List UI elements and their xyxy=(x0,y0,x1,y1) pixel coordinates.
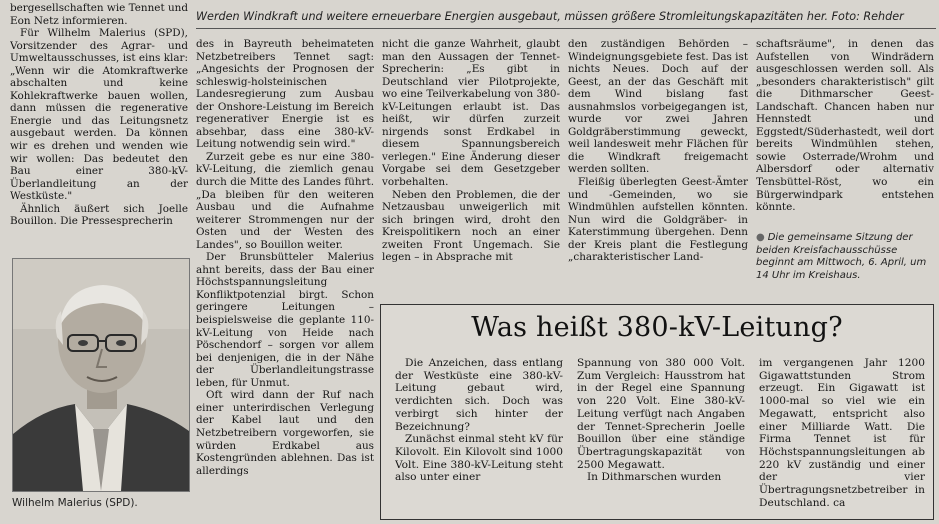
article-column-4 xyxy=(568,38,748,300)
info-box-column-2 xyxy=(577,357,745,515)
article-column-5 xyxy=(756,38,934,228)
portrait-photo xyxy=(12,258,190,492)
article-column-1 xyxy=(10,2,188,254)
paragraph: Spannung von 380 000 Volt. Zum Vergleich: Hausstrom hat in der Regel eine Spannung von 220 Volt. Eine 380-kV-Leitung verfügt nach Angaben der Tennet-Sprecherin Joelle Bouillon über eine ständige Übertragungskapazität von 2500 Megawatt. xyxy=(577,357,745,471)
paragraph: schaftsräume", in denen das Aufstellen von Windrädern ausgeschlossen werden soll. Als „besonders charakteristisch" gilt die Dithmarscher Geest-Landschaft. Chancen haben nur Hennstedt und Eggstedt/Süderhastedt, weil dort bereits Windmühlen stehen, sowie Osterrade/Wrohm und Albersdorf oder alternativ Tensbüttel-Röst, wo ein Bürgerwindpark entstehen könnte. xyxy=(756,38,934,214)
info-box xyxy=(380,304,934,520)
paragraph: den zuständigen Behörden – Windeignungsgebiete fest. Das ist nichts Neues. Doch auf der Geest, an der das Geschäft mit dem Wind bislang fast ausnahmslos vorbeigegangen ist, wurde vor zwei Jahren Goldgräberstimmung geweckt, weil landesweit mehr Flächen für die Windkraft freigemacht werden sollten. xyxy=(568,38,748,176)
paragraph: Zurzeit gebe es nur eine 380-kV-Leitung, die ziemlich genau durch die Mitte des Landes führt. „Da bleiben für den weiteren Ausbau und die Aufnahme weiterer Strommengen nur der Osten und der Westen des Landes", so Bouillon weiter. xyxy=(196,150,374,251)
paragraph: nicht die ganze Wahrheit, glaubt man den Aussagen der Tennet-Sprecherin: „Es gibt in Deutschland vier Pilotprojekte, wo eine Teilverkabelung von 380-kV-Leitungen erlaubt ist. Das heißt, wir dürfen zurzeit nirgends sonst Erdkabel in diesem Spannungsbereich verlegen." Eine Änderung dieser Vorgabe sei dem Gesetzgeber vorbehalten. xyxy=(382,38,560,189)
article-column-3 xyxy=(382,38,560,300)
paragraph: bergesellschaften wie Tennet und Eon Netz informieren. xyxy=(10,2,188,27)
portrait-caption: Wilhelm Malerius (SPD). xyxy=(12,497,138,509)
paragraph: im vergangenen Jahr 1200 Gigawattstunden Strom erzeugt. Ein Gigawatt ist 1000-mal so viel wie ein Megawatt, entspricht also einer Milliarde Watt. Die Firma Tennet ist für Höchstspannungsleitungen ab 220 kV zuständig und einer der vier Übertragungsnetzbetreiber in Deutschland. ca xyxy=(759,357,925,509)
paragraph: Die Anzeichen, dass entlang der Westküste eine 380-kV-Leitung gebaut wird, verdichten sich. Doch was verbirgt sich hinter der Bezeichnung? xyxy=(395,357,563,433)
info-box-column-3 xyxy=(759,357,925,515)
paragraph: Ähnlich äußert sich Joelle Bouillon. Die Pressesprecherin xyxy=(10,202,188,228)
paragraph: In Dithmarschen wurden xyxy=(587,471,722,484)
paragraph: Neben den Problemen, die der Netzausbau unweigerlich mit sich bringen wird, droht den Kreispolitikern noch an einer zweiten Front Ungemach. Sie legen – in Absprache mit xyxy=(382,188,560,264)
photo-caption-top: Werden Windkraft und weitere erneuerbare Energien ausgebaut, müssen größere Stromleitungskapazitäten her. Foto: Rehder xyxy=(196,10,936,29)
paragraph: Der Brunsbütteler Malerius ahnt bereits, dass der Bau einer Höchstspannungsleitung Konfliktpotenzial birgt. Schon geringere Leitungen – beispielsweise die geplante 110-kV-Leitung von Heide nach Pöschendorf – sorgen vor allem bei denjenigen, die in der Nähe der Überlandleitungstrasse leben, für Unmut. xyxy=(196,251,374,389)
article-column-2 xyxy=(196,38,374,520)
paragraph: des in Bayreuth beheimateten Netzbetreibers Tennet sagt: „Angesichts der Prognosen der schleswig-holsteinischen Landesregierung zum Ausbau der Onshore-Leistung im Bereich regenerativer Energie ist es absehbar, dass eine 380-kV-Leitung notwendig sein wird." xyxy=(196,38,374,151)
portrait-illustration xyxy=(13,259,189,491)
meeting-announcement xyxy=(756,232,934,282)
paragraph: Oft wird dann der Ruf nach einer unterirdischen Verlegung der Kabel laut und den Netzbetreibern vorgeworfen, sie würden Erdkabel aus Kostengründen ablehnen. Das ist allerdings xyxy=(196,389,374,477)
paragraph: Für Wilhelm Malerius (SPD), Vorsitzender des Agrar- und Umweltausschusses, ist eins klar: „Wenn wir die Atomkraftwerke abschalten und keine Kohlekraftwerke bauen wollen, dann müssen die regenerative Energie und das Leitungsnetz ausgebaut werden. Da können wir es drehen und wenden wie wir wollen: Das bedeutet den Bau einer 380-kV-Überlandleitung an der Westküste." xyxy=(10,27,188,203)
paragraph: Fleißig überlegten Geest-Ämter und -Gemeinden, wo sie Windmühlen aufstellen könnten. Nun wird die Goldgräber- in Katerstimmung übergehen. Denn der Kreis plant die Festlegung „charakteristischer Land- xyxy=(568,176,748,264)
bullet-icon: ● xyxy=(756,232,765,243)
paragraph: Zunächst einmal steht kV für Kilovolt. Ein Kilovolt sind 1000 Volt. Eine 380-kV-Leitung steht also unter einer xyxy=(395,433,563,484)
info-box-title: Was heißt 380-kV-Leitung? xyxy=(471,312,843,343)
info-box-column-1 xyxy=(395,357,563,515)
announcement-text: Die gemeinsame Sitzung der beiden Kreisfachausschüsse beginnt am Mittwoch, 6. April, um 14 Uhr im Kreishaus. xyxy=(756,232,927,281)
